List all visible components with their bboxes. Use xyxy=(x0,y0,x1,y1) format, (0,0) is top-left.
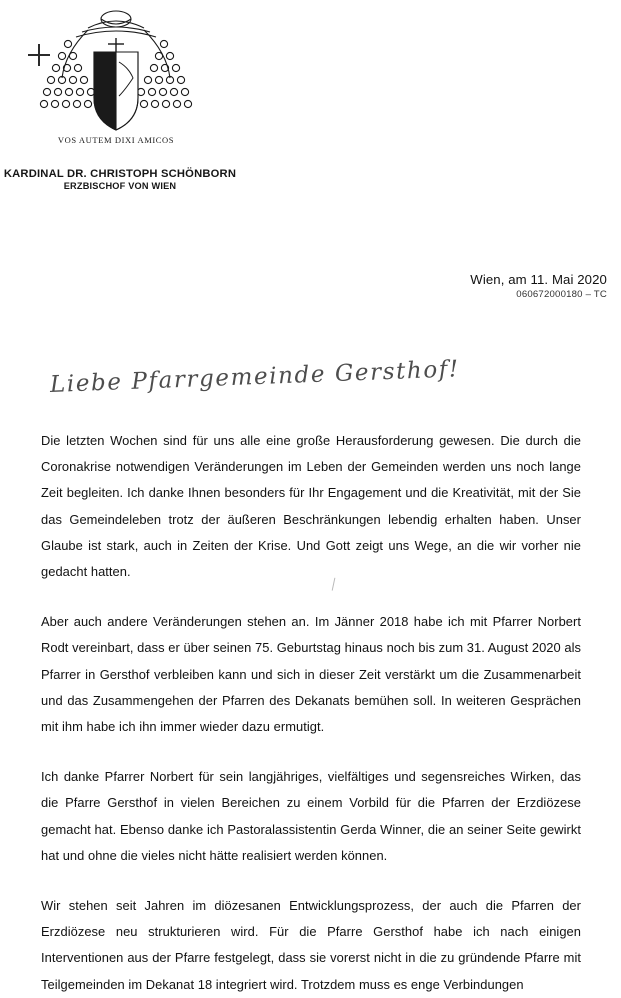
letterhead xyxy=(0,0,260,191)
handwritten-salutation: Liebe Pfarrgemeinde Gersthof! xyxy=(49,356,461,398)
letterhead-role: ERZBISCHOF VON WIEN xyxy=(63,181,177,191)
date-block xyxy=(470,272,607,300)
place-and-date: Wien, am 11. Mai 2020 xyxy=(470,272,607,287)
letterhead-name: KARDINAL DR. CHRISTOPH SCHÖNBORN xyxy=(3,168,237,180)
paragraph: Wir stehen seit Jahren im diözesanen Entwicklungsprozess, der auch die Pfarren der Erzdiözese neu strukturieren wird. Für die Pfarre Gersthof habe ich nach einigen Interventionen aus der Pfarre festgelegt, dass sie vorerst nicht in die zu gründende Pfarre mit Teilgemeinden im Dekanat 18 integriert wird. Trotzdem muss es enge Verbindungen xyxy=(41,898,581,992)
paragraph: Die letzten Wochen sind für uns alle eine große Herausforderung gewesen. Die durch die Coronakrise notwendigen Veränderungen im Leben der Gemeinden werden uns noch lange Zeit begleiten. Ich danke Ihnen besonders für Ihr Engagement und die Kreativität, mit der Sie das Gemeindeleben trotz der äußeren Beschränkungen lebendig erhalten haben. Unser Glaube ist stark, auch in Zeiten der Krise. Und Gott zeigt uns Wege, an die wir vorher nie gedacht hatten. xyxy=(41,433,581,580)
paragraph: Aber auch andere Veränderungen stehen an. Im Jänner 2018 habe ich mit Pfarrer Norbert Rodt vereinbart, dass er über seinen 75. Geburtstag hinaus noch bis zum 31. August 2020 als Pfarrer in Gersthof verbleiben kann und sich in dieser Zeit verstärkt um die Zusammenarbeit und das Zusammengehen der Pfarren des Dekanats bemühen soll. In weiteren Gesprächen mit ihm habe ich ihn immer wieder dazu ermutigt. xyxy=(41,614,581,735)
coat-of-arms-motto: VOS AUTEM DIXI AMICOS xyxy=(57,135,175,145)
reference-number: 060672000180 – TC xyxy=(516,289,607,300)
paragraph: Ich danke Pfarrer Norbert für sein langjähriges, vielfältiges und segensreiches Wirken, das die Pfarre Gersthof in vielen Bereichen zu einem Vorbild für die Pfarren der Erzdiözese gemacht hat. Ebenso danke ich Pastoralassistentin Gerda Winner, die an seiner Seite gewirkt hat und ohne die vieles nicht hätte realisiert werden können. xyxy=(41,769,581,863)
coat-of-arms-icon xyxy=(16,6,216,166)
letter-body xyxy=(41,428,581,998)
